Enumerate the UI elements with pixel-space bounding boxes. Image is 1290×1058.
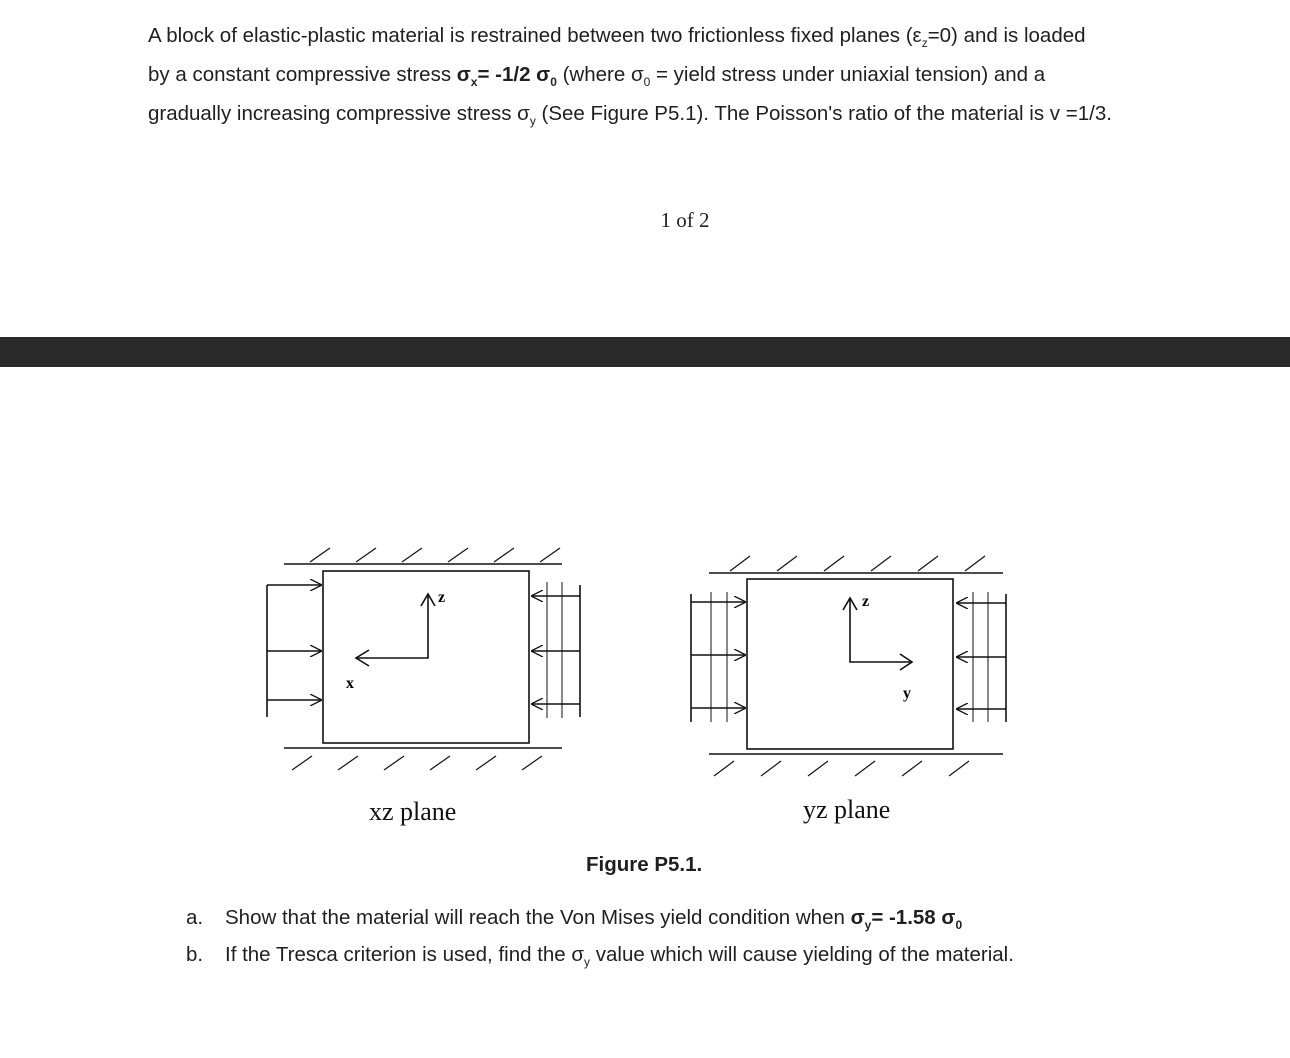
sigma-y-symbol: σ (850, 906, 865, 929)
xz-right-load (532, 582, 580, 718)
question-text (225, 903, 962, 940)
problem-text: gradually increasing compressive stress σ (148, 102, 530, 126)
question-marker: a. (186, 906, 204, 929)
sigma-y-subscript: y (584, 955, 591, 970)
sigma-y-subscript: y (864, 918, 872, 933)
yz-left-load (691, 592, 745, 722)
yz-top-fixed-plane (709, 556, 1003, 573)
problem-text: by a constant compressive stress (148, 63, 457, 87)
xz-bottom-fixed-plane (284, 748, 562, 770)
xz-plane-diagram (267, 548, 580, 770)
xz-z-axis-label: z (438, 589, 446, 606)
question-list (186, 903, 1014, 977)
yz-bottom-fixed-plane (709, 754, 1003, 776)
sigma-x-subscript: x (470, 75, 478, 90)
problem-text: (See Figure P5.1). The Poisson's ratio of the material is v =1/3. (535, 102, 1112, 126)
question-b (186, 940, 1014, 977)
question-marker: b. (186, 943, 204, 967)
yz-plane-label: yz plane (803, 795, 891, 824)
sigma-y-value: = -1.58 σ (871, 906, 956, 929)
page-counter: 1 of 2 (660, 208, 710, 232)
sigma-zero-subscript: 0 (955, 918, 963, 933)
problem-text: = yield stress under uniaxial tension) and a (650, 63, 1046, 87)
figure-caption: Figure P5.1. (586, 853, 703, 876)
xz-x-axis-label: x (346, 675, 354, 692)
question-b-text-end: value which will cause yielding of the material. (590, 943, 1014, 967)
epsilon-subscript: z (921, 36, 928, 51)
xz-top-fixed-plane (284, 548, 562, 564)
yz-axes (843, 598, 912, 670)
xz-plane-label: xz plane (369, 797, 457, 826)
question-b-text: If the Tresca criterion is used, find the σ (225, 943, 585, 967)
von-mises-value (850, 906, 963, 933)
problem-text: A block of elastic-plastic material is restrained between two frictionless fixed planes (ε (148, 24, 922, 47)
question-a (186, 903, 1014, 940)
yz-y-axis-label: y (903, 685, 911, 702)
question-a-text: Show that the material will reach the Von Mises yield condition when (225, 906, 851, 929)
yz-plane-diagram (691, 556, 1006, 776)
xz-axes (356, 594, 435, 666)
problem-text: (where σ (556, 63, 644, 87)
sigma-y-subscript: y (529, 114, 536, 129)
sigma-zero-subscript: 0 (643, 75, 651, 90)
problem-text: =0) and is loaded (927, 24, 1086, 47)
sigma-zero-subscript: 0 (550, 75, 557, 90)
question-text (225, 940, 1014, 977)
xz-left-load (267, 585, 321, 717)
yz-z-axis-label: z (862, 593, 870, 610)
sigma-x-value: = -1/2 σ (477, 63, 551, 87)
yz-right-load (957, 592, 1006, 722)
sigma-x-symbol: σ (456, 63, 471, 87)
